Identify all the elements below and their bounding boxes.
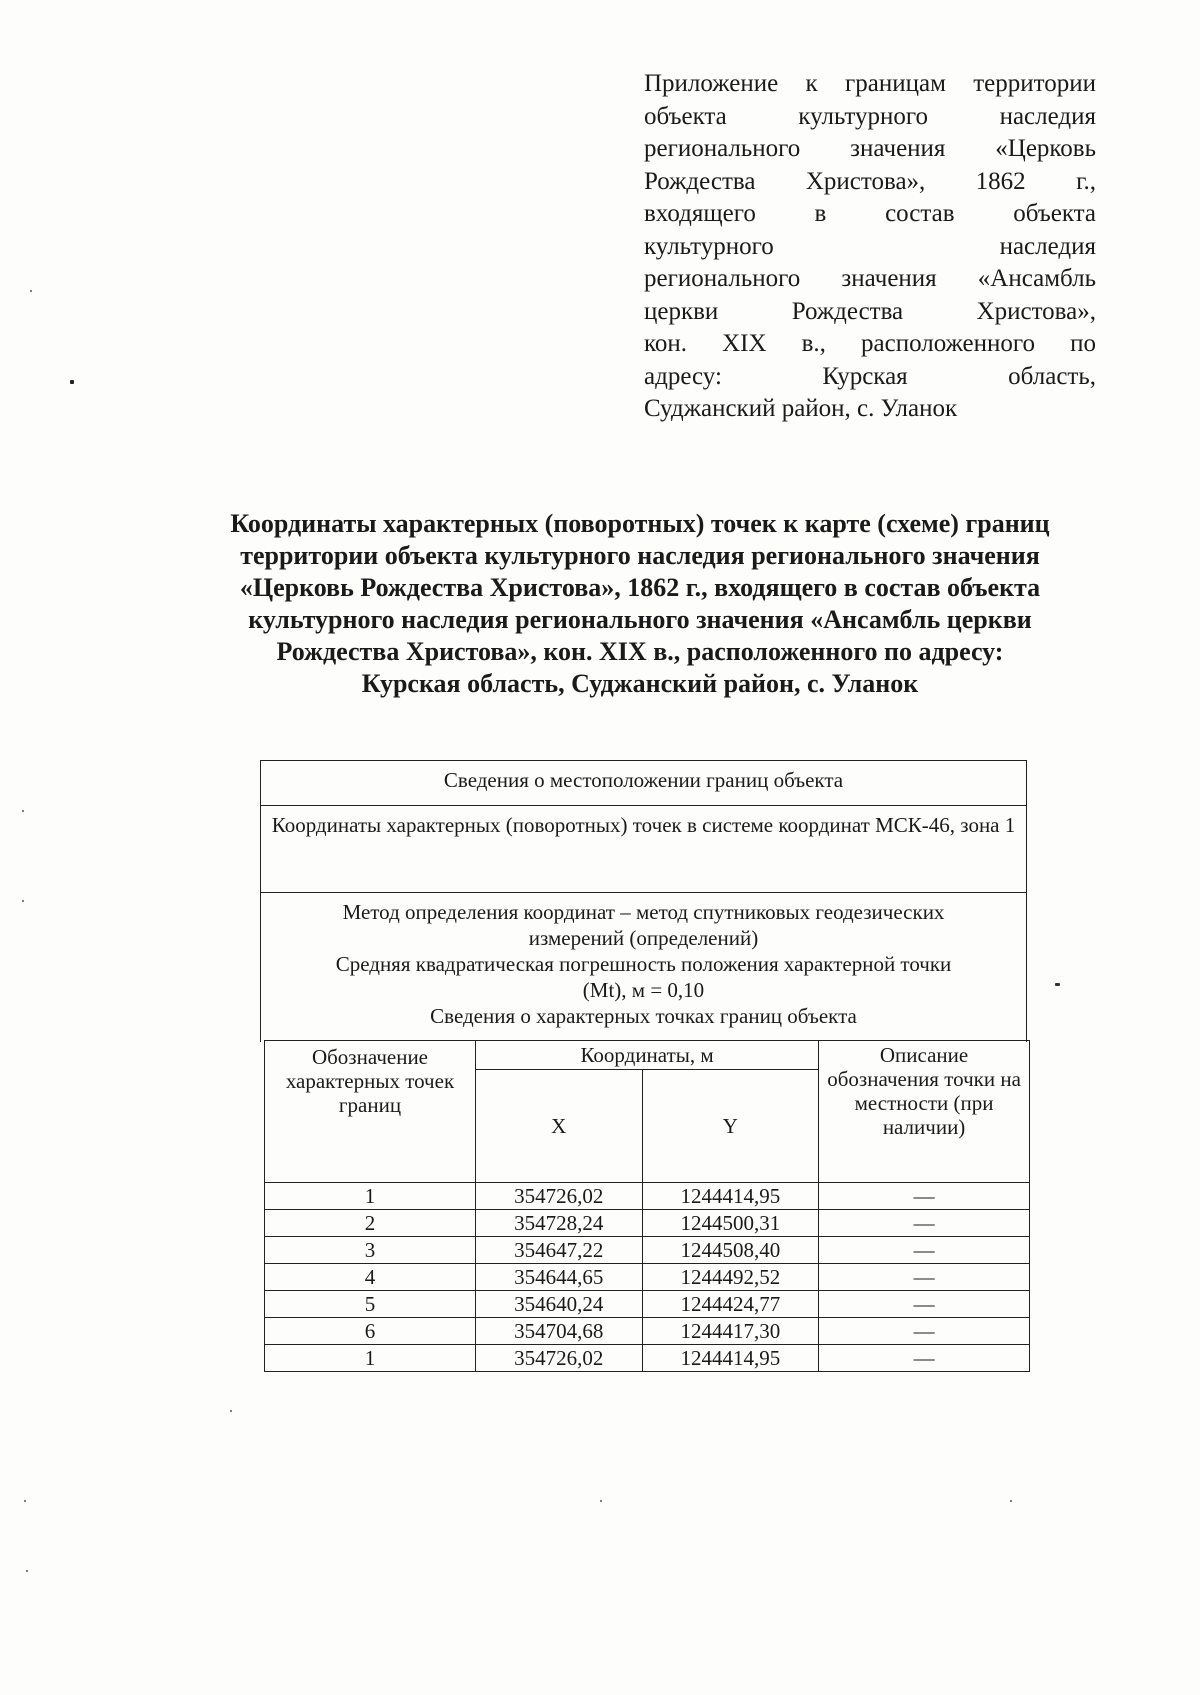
method-line: Сведения о характерных точках границ объекта — [430, 1004, 857, 1028]
table-row — [265, 1210, 1030, 1237]
description-cell: — — [819, 1291, 1030, 1318]
scan-speck — [22, 900, 24, 902]
method-line: Метод определения координат – метод спутниковых геодезических — [342, 900, 945, 924]
y-cell: 1244500,31 — [642, 1210, 819, 1237]
heading-line: Рождества Христова», кон. XIX в., расположенного по адресу: — [276, 637, 1004, 666]
x-cell: 354728,24 — [475, 1210, 642, 1237]
location-title: Сведения о местоположении границ объекта — [261, 761, 1026, 806]
table-row — [265, 1318, 1030, 1345]
heading-line: территории объекта культурного наследия регионального значения — [240, 541, 1040, 570]
scan-speck — [1055, 983, 1060, 986]
x-cell: 354640,24 — [475, 1291, 642, 1318]
heading-line: Координаты характерных (поворотных) точек к карте (схеме) границ — [230, 509, 1050, 538]
scan-speck — [22, 810, 24, 812]
y-cell: 1244424,77 — [642, 1291, 819, 1318]
point-cell: 2 — [265, 1210, 476, 1237]
heading-line: культурного наследия регионального значения «Ансамбль церкви — [248, 605, 1032, 634]
header-coordinates: Координаты, м — [475, 1041, 818, 1070]
x-cell: 354726,02 — [475, 1183, 642, 1210]
y-cell: 1244492,52 — [642, 1264, 819, 1291]
method-line: Средняя квадратическая погрешность положения характерной точки — [335, 952, 952, 976]
scan-speck — [600, 1500, 602, 1502]
method-info — [261, 893, 1026, 1042]
document-heading — [150, 508, 1130, 700]
appendix-line: Приложение к границам территории — [644, 70, 1096, 97]
appendix-note — [644, 68, 1096, 426]
table-row — [265, 1264, 1030, 1291]
description-cell: — — [819, 1345, 1030, 1372]
scan-speck — [30, 290, 32, 292]
appendix-line: адресу: Курская область, — [644, 362, 1096, 390]
description-cell: — — [819, 1318, 1030, 1345]
appendix-line: Рождества Христова», 1862 г., — [644, 167, 1096, 195]
appendix-line: церкви Рождества Христова», — [644, 297, 1096, 325]
description-cell: — — [819, 1264, 1030, 1291]
y-cell: 1244414,95 — [642, 1183, 819, 1210]
scan-speck — [70, 380, 74, 384]
y-cell: 1244417,30 — [642, 1318, 819, 1345]
y-cell: 1244414,95 — [642, 1345, 819, 1372]
header-designation: Обозначение характерных точек границ — [265, 1041, 476, 1183]
table-row — [265, 1291, 1030, 1318]
scan-speck — [1010, 1500, 1012, 1502]
y-cell: 1244508,40 — [642, 1237, 819, 1264]
heading-line: «Церковь Рождества Христова», 1862 г., входящего в состав объекта — [239, 573, 1041, 602]
description-cell: — — [819, 1183, 1030, 1210]
location-info-box — [260, 760, 1027, 1042]
description-cell: — — [819, 1237, 1030, 1264]
point-cell: 6 — [265, 1318, 476, 1345]
x-cell: 354647,22 — [475, 1237, 642, 1264]
x-cell: 354726,02 — [475, 1345, 642, 1372]
scan-speck — [230, 1410, 232, 1412]
table-row — [265, 1237, 1030, 1264]
point-cell: 4 — [265, 1264, 476, 1291]
appendix-line: входящего в состав объекта — [644, 200, 1096, 227]
appendix-line: Суджанский район, с. Уланок — [644, 395, 958, 422]
appendix-line: кон. XIX в., расположенного по — [644, 330, 1096, 357]
table-row — [265, 1183, 1030, 1210]
appendix-line: объекта культурного наследия — [644, 102, 1096, 130]
appendix-line: регионального значения «Ансамбль — [644, 265, 1096, 292]
coordinates-table — [264, 1040, 1030, 1372]
point-cell: 5 — [265, 1291, 476, 1318]
scan-speck — [24, 1500, 26, 1502]
point-cell: 1 — [265, 1183, 476, 1210]
method-line: измерений (определений) — [528, 926, 759, 950]
appendix-line: регионального значения «Церковь — [644, 135, 1096, 162]
appendix-line: культурного наследия — [644, 232, 1096, 260]
point-cell: 1 — [265, 1345, 476, 1372]
coordinate-system: Координаты характерных (поворотных) точек в системе координат МСК-46, зона 1 — [261, 806, 1026, 893]
point-cell: 3 — [265, 1237, 476, 1264]
x-cell: 354644,65 — [475, 1264, 642, 1291]
description-cell: — — [819, 1210, 1030, 1237]
x-cell: 354704,68 — [475, 1318, 642, 1345]
method-line: (Mt), м = 0,10 — [582, 978, 705, 1002]
heading-line: Курская область, Суджанский район, с. Уланок — [361, 669, 919, 698]
header-x: X — [475, 1070, 642, 1183]
table-row — [265, 1345, 1030, 1372]
header-y: Y — [642, 1070, 819, 1183]
header-description: Описание обозначения точки на местности (при наличии) — [819, 1041, 1030, 1183]
scan-speck — [26, 1570, 28, 1572]
